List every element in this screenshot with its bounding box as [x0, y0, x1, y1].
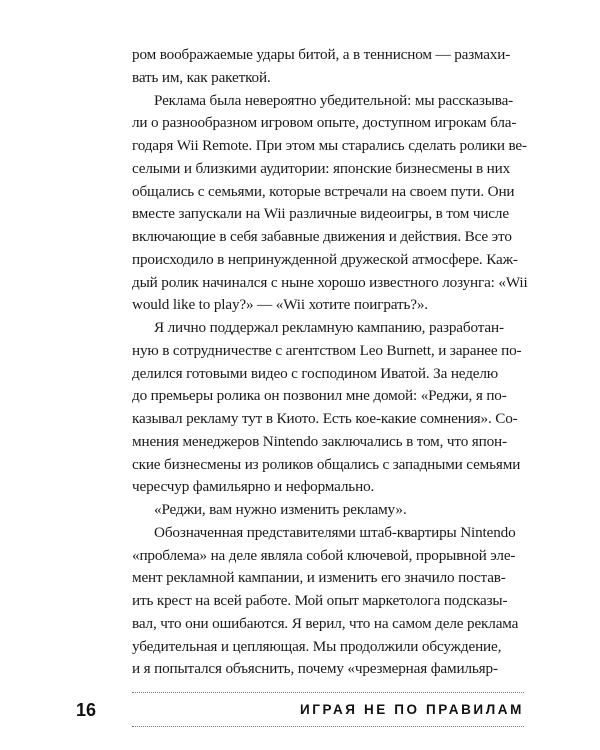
text-line: «проблема» на деле являла собой ключевой, прорывной эле- — [132, 546, 516, 564]
page-number: 16 — [76, 700, 97, 720]
text-line: включающие в себя забавные движения и действия. Все это — [132, 228, 512, 245]
text-line: годаря Wii Remote. При этом мы старались сделать ролики ве- — [132, 137, 527, 154]
text-line: происходило в непринужденной дружеской атмосфере. Каж- — [132, 250, 518, 268]
text-line: would like to play?» — «Wii хотите поиграть?». — [132, 296, 428, 314]
text-line: ную в сотрудничестве с агентством Leo Burnett, и заранее по- — [132, 341, 522, 359]
text-line: «Реджи, вам нужно изменить рекламу». — [154, 501, 407, 518]
text-line: Обозначенная представителями штаб-квартиры Nintendo — [154, 523, 516, 541]
text-line: селыми и близкими аудитории: японские бизнесмены в них — [132, 159, 511, 177]
text-line: казывал рекламу тут в Киото. Есть кое-какие сомнения». Со- — [132, 410, 518, 427]
text-line: мнения менеджеров Nintendo заключались в том, что япон- — [132, 432, 507, 450]
text-line: дый ролик начинался с ныне хорошо известного лозунга: «Wii — [132, 273, 528, 291]
text-line: вместе запускали на Wii различные видеоигры, в том числе — [132, 205, 509, 223]
text-line: до премьеры ролика он позвонил мне домой: «Реджи, я по- — [132, 387, 507, 405]
footer-divider-top — [132, 692, 524, 693]
text-line: ить крест на всей работе. Мой опыт маркетолога подсказы- — [132, 592, 508, 609]
text-line: Я лично поддержал рекламную кампанию, разработан- — [154, 319, 504, 336]
text-line: убедительная и цепляющая. Мы продолжили обсуждение, — [132, 637, 502, 655]
text-line: ские бизнесмены из роликов общались с западными семьями — [132, 455, 521, 473]
text-line: вал, что они ошибаются. Я верил, что на самом деле реклама — [132, 614, 519, 632]
text-line: и я попытался объяснить, почему «чрезмерная фамильяр- — [132, 660, 498, 678]
text-line: ли о разнообразном игровом опыте, доступном игрокам бла- — [132, 114, 517, 132]
text-line: ром воображаемые удары битой, а в теннисном — размахи- — [132, 46, 511, 63]
text-line: чересчур фамильярно и неформально. — [132, 478, 375, 496]
page-body-text — [132, 44, 528, 681]
running-title: ИГРАЯ НЕ ПО ПРАВИЛАМ — [299, 702, 524, 717]
text-line: вать им, как ракеткой. — [132, 68, 271, 86]
footer-divider-bottom — [132, 726, 524, 727]
text-line: мент рекламной кампании, и изменить его значило постав- — [132, 569, 506, 587]
text-line: Реклама была невероятно убедительной: мы рассказыва- — [154, 91, 514, 109]
text-line: делился готовыми видео с господином Иватой. За неделю — [132, 364, 498, 382]
text-line: общались с семьями, которые встречали на своем пути. Они — [132, 182, 515, 200]
page-footer — [0, 678, 600, 738]
